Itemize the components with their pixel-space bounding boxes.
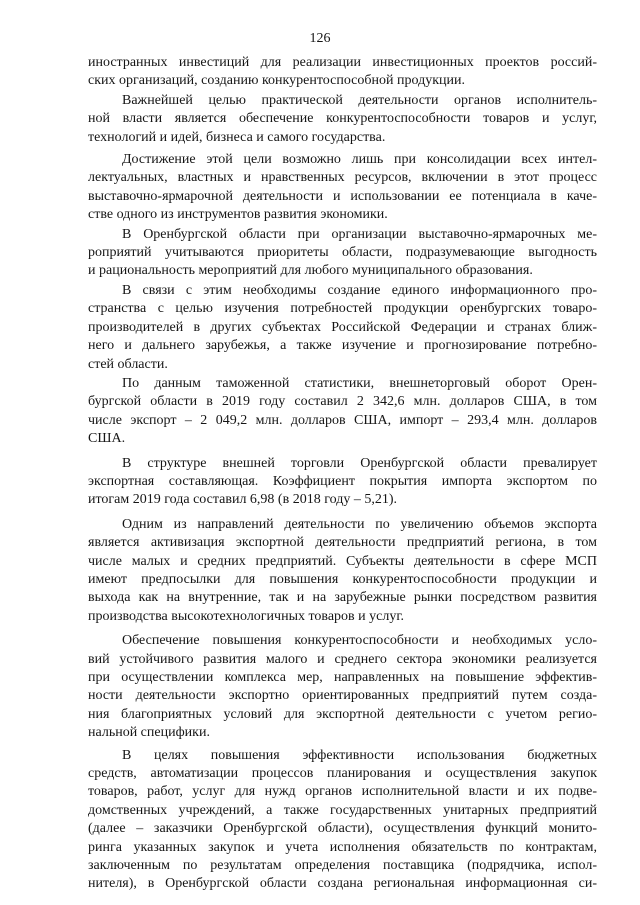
text-line: ной власти является обеспечение конкурентоспособности товаров и услуг, <box>88 111 597 127</box>
text-line: производства высокотехнологичных товаров и услуг. <box>88 608 405 624</box>
text-line: ности деятельности экспортно ориентированных предприятий путем созда- <box>88 688 597 704</box>
text-line: иностранных инвестиций для реализации инвестиционных проектов россий- <box>88 55 597 70</box>
text-line: производителей в других субъектах Российской Федерации и странах ближ- <box>88 319 597 335</box>
text-line: домственных учреждений, а также государственных унитарных предприятий <box>88 802 597 818</box>
text-line: товаров, работ, услуг для нужд органов исполнительной власти и их подве- <box>88 784 597 800</box>
text-line: бургской области в 2019 году составил 2 342,6 млн. долларов США, в том <box>88 394 597 410</box>
page-number: 126 <box>309 31 331 46</box>
paragraph-10 <box>88 747 597 894</box>
text-line: и рациональность мероприятий для любого муниципального образования. <box>88 263 533 279</box>
body-text <box>88 54 597 894</box>
text-line: при осуществлении комплекса мер, направленных на повышение эффектив- <box>88 670 597 685</box>
paragraph-2 <box>88 92 597 147</box>
text-line: нальной специфики. <box>88 725 210 741</box>
text-line: является активизация экспортной деятельности предприятий региона, в том <box>88 535 597 551</box>
text-line: ния благоприятных условий для экспортной деятельности с учетом регио- <box>88 706 597 722</box>
text-line: стве одного из инструментов развития экономики. <box>88 207 388 223</box>
paragraph-9 <box>88 632 597 742</box>
text-line: роприятий учитываются приоритеты области, подразумевающие выгодность <box>88 245 597 261</box>
text-line: Важнейшей целью практической деятельности органов исполнитель- <box>122 92 597 108</box>
text-line: странства с целью изучения потребностей продукции оренбургских товаро- <box>88 301 597 317</box>
text-line: В структуре внешней торговли Оренбургской области превалирует <box>122 455 597 471</box>
text-line: лектуальных, властных и нравственных ресурсов, включении в этот процесс <box>88 170 597 186</box>
text-line: В целях повышения эффективности использования бюджетных <box>122 747 597 763</box>
paragraph-3 <box>88 151 597 225</box>
text-line: (далее – заказчики Оренбургской области), осуществления функций монито- <box>88 821 597 837</box>
paragraph-5 <box>88 282 597 374</box>
text-line: США. <box>88 431 126 447</box>
text-line: выхода как на внутренние, так и на зарубежные рынки посредством развития <box>88 590 597 606</box>
text-line: выставочно-ярмарочной деятельности и использовании ее потенциала в каче- <box>88 188 597 204</box>
text-line: заключенным по результатам определения поставщика (подрядчика, испол- <box>88 858 597 874</box>
text-line: Одним из направлений деятельности по увеличению объемов экспорта <box>122 516 597 532</box>
text-line: него и дальнего зарубежья, а также изучение и прогнозирование потребно- <box>88 338 597 354</box>
text-line: В Оренбургской области при организации выставочно-ярмарочных ме- <box>122 226 597 242</box>
text-line: имеют предпосылки для повышения конкурентоспособности продукции и <box>88 571 597 587</box>
text-line: нителя), в Оренбургской области создана региональная информационная си- <box>88 876 597 892</box>
text-line: стей области. <box>88 356 168 372</box>
text-line: технологий и идей, бизнеса и самого государства. <box>88 129 386 145</box>
text-line: ринга указанных закупок и учета исполнения обязательств по контрактам, <box>88 839 597 855</box>
text-line: ских организаций, созданию конкурентоспособной продукции. <box>88 73 465 89</box>
text-line: Достижение этой цели возможно лишь при консолидации всех интел- <box>122 152 597 168</box>
text-line: вий устойчивого развития малого и среднего сектора экономики реализуется <box>88 651 597 667</box>
paragraph-6 <box>88 375 597 449</box>
text-line: числе малых и средних предприятий. Субъекты деятельности в сфере МСП <box>88 553 597 569</box>
text-line: экспортная составляющая. Коэффициент покрытия импорта экспортом по <box>88 473 597 489</box>
text-line: средств, автоматизации процессов планирования и осуществления закупок <box>88 766 597 782</box>
paragraph-8 <box>88 516 597 626</box>
text-line: итогам 2019 года составил 6,98 (в 2018 году – 5,21). <box>88 492 397 508</box>
paragraph-1 <box>88 54 597 91</box>
text-line: По данным таможенной статистики, внешнеторговый оборот Орен- <box>122 375 597 391</box>
paragraph-7 <box>88 455 597 510</box>
text-line: В связи с этим необходимы создание единого информационного про- <box>122 282 597 298</box>
text-line: числе экспорт – 2 049,2 млн. долларов США, импорт – 293,4 млн. долларов <box>88 412 597 428</box>
text-line: Обеспечение повышения конкурентоспособности и необходимых усло- <box>122 633 597 649</box>
paragraph-4 <box>88 226 597 281</box>
